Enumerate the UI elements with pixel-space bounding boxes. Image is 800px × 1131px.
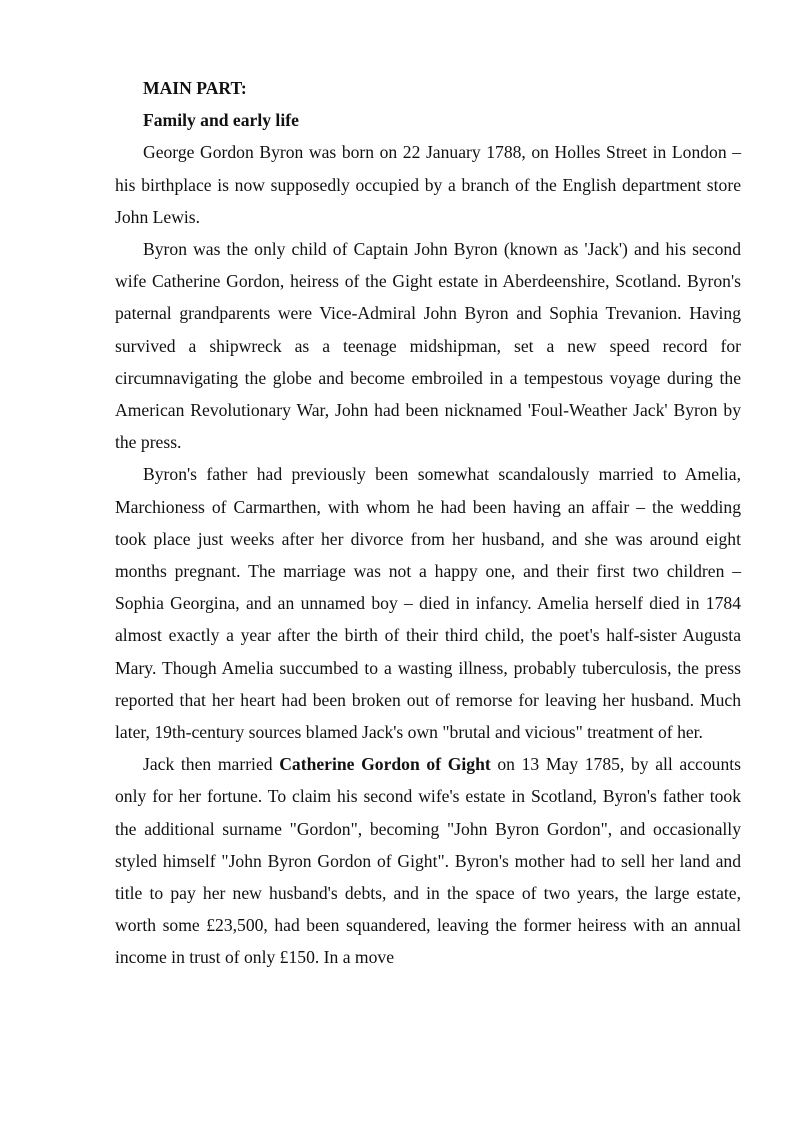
- bold-name: Catherine Gordon of Gight: [279, 754, 491, 775]
- section-title: MAIN PART:: [143, 78, 247, 98]
- paragraph-birth: George Gordon Byron was born on 22 January 1788, on Holles Street in London – his birthplace is now supposedly occupied by a branch of the English department store John Lewis.: [115, 142, 741, 227]
- document-page: [115, 72, 741, 974]
- paragraph-parents: Byron was the only child of Captain John Byron (known as 'Jack') and his second wife Catherine Gordon, heiress of the Gight estate in Aberdeenshire, Scotland. Byron's paternal grandparents were Vice-Admiral John Byron and Sophia Trevanion. Having survived a shipwreck as a teenage midshipman, set a new speed record for circumnavigating the globe and become embroiled in a tempestous voyage during the American Revolutionary War, John had been nicknamed 'Foul-Weather Jack' Byron by the press.: [115, 239, 741, 453]
- paragraph-text-end: on 13 May 1785, by all accounts only for her fortune. To claim his second wife's estate in Scotland, Byron's father took the additional surname "Gordon", becoming "John Byron Gordon", and occasionally styled himself "John Byron Gordon of Gight". Byron's mother had to sell her land and title to pay her new husband's debts, and in the space of two years, the large estate, worth some £23,500, had been squandered, leaving the former heiress with an annual income in trust of only £150. In a move: [115, 754, 741, 968]
- paragraph-catherine: [115, 748, 741, 973]
- paragraph-amelia: Byron's father had previously been somewhat scandalously married to Amelia, Marchioness of Carmarthen, with whom he had been having an affair – the wedding took place just weeks after her divorce from her husband, and she was around eight months pregnant. The marriage was not a happy one, and their first two children – Sophia Georgina, and an unnamed boy – died in infancy. Amelia herself died in 1784 almost exactly a year after the birth of their third child, the poet's half-sister Augusta Mary. Though Amelia succumbed to a wasting illness, probably tuberculosis, the press reported that her heart had been broken out of remorse for leaving her husband. Much later, 19th-century sources blamed Jack's own "brutal and vicious" treatment of her.: [115, 464, 741, 743]
- paragraph-text-start: Jack then married: [143, 754, 280, 775]
- subsection-title: Family and early life: [143, 110, 299, 131]
